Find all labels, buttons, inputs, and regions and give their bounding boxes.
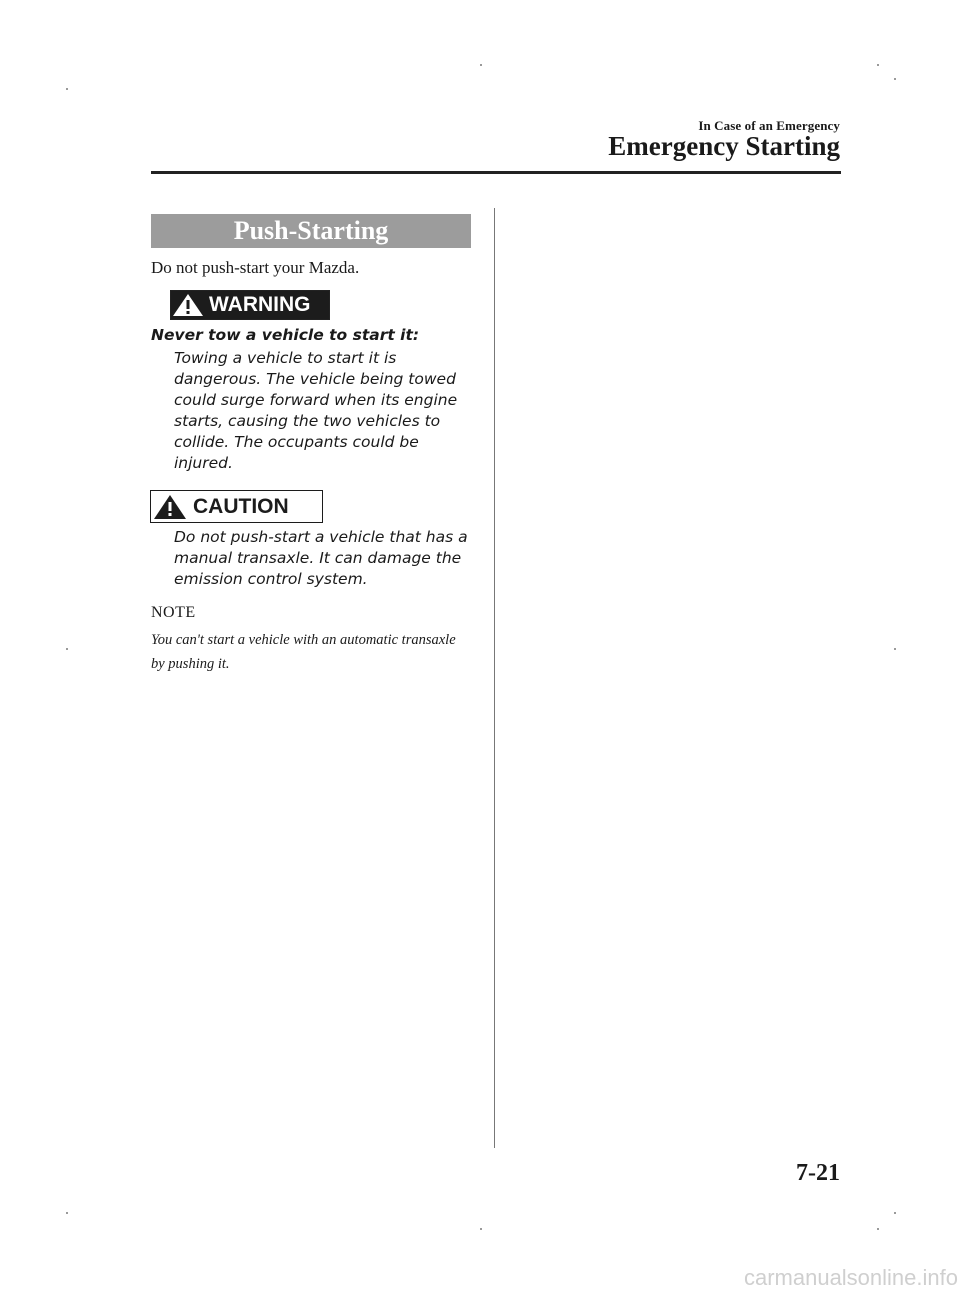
crop-mark (480, 64, 482, 66)
crop-mark (66, 88, 68, 90)
crop-mark (66, 1212, 68, 1214)
caution-tag (150, 490, 323, 523)
section-title-banner: Push-Starting (151, 214, 471, 248)
column-divider (494, 208, 495, 1148)
header-rule (151, 171, 841, 174)
crop-mark (894, 78, 896, 80)
crop-mark (894, 1212, 896, 1214)
page-number: 7-21 (796, 1160, 840, 1186)
intro-text: Do not push-start your Mazda. (151, 258, 360, 277)
note-body: You can't start a vehicle with an automatic transaxle by pushing it. (151, 632, 456, 672)
section-label: In Case of an Emergency (698, 118, 840, 133)
crop-mark (480, 1228, 482, 1230)
note-label: NOTE (151, 604, 196, 621)
warning-triangle-icon (151, 493, 189, 521)
chapter-title: Emergency Starting (608, 131, 840, 161)
warning-tag (170, 290, 330, 320)
watermark: carmanualsonline.info (743, 1265, 958, 1290)
warning-body: Towing a vehicle to start it is dangerous. The vehicle being towed could surge forward when its engine starts, causing the two vehicles to collide. The occupants could be injured. (174, 349, 458, 472)
crop-mark (877, 64, 879, 66)
caution-tag-label: CAUTION (193, 494, 289, 518)
warning-tag-label: WARNING (209, 293, 311, 316)
warning-heading: Never tow a vehicle to start it: (151, 326, 420, 344)
caution-body: Do not push-start a vehicle that has a manual transaxle. It can damage the emission control system. (174, 528, 468, 588)
crop-mark (894, 648, 896, 650)
warning-triangle-icon (171, 292, 205, 318)
crop-mark (66, 648, 68, 650)
crop-mark (877, 1228, 879, 1230)
